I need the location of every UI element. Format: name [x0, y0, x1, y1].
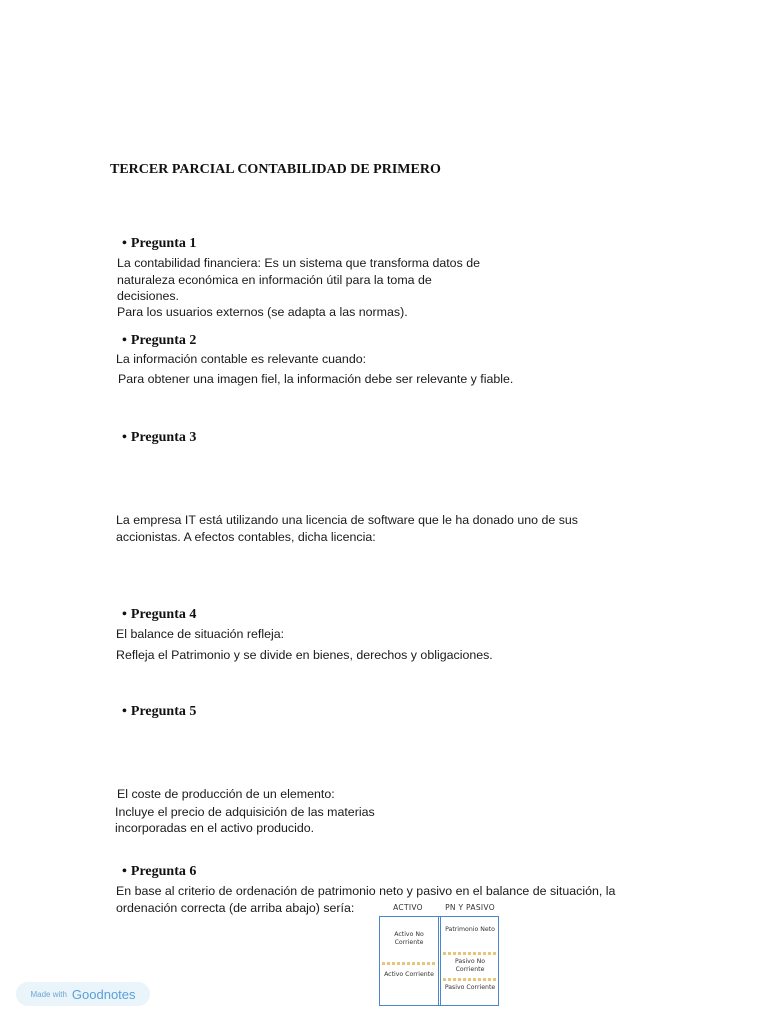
- question-6-text-line-1: En base al criterio de ordenación de patrimonio neto y pasivo en el balance de situación, la: [116, 884, 616, 898]
- watermark-brand: Goodnotes: [71, 986, 136, 1002]
- question-1-text-line-2: naturaleza económica en información útil para la toma de: [117, 273, 432, 287]
- cell-pasivo-no-corriente: Pasivo No Corriente: [454, 958, 485, 973]
- question-2-heading: [122, 333, 196, 349]
- watermark-prefix: Made with: [30, 989, 67, 999]
- pasivo-divider-line-1: [443, 952, 497, 955]
- cell-patrimonio-neto: Patrimonio Neto: [445, 926, 495, 933]
- balance-column-divider: [438, 916, 441, 1006]
- question-5-text-line-1: El coste de producción de un elemento:: [117, 787, 335, 801]
- bullet: •: [122, 607, 127, 622]
- question-5-label: Pregunta 5: [130, 704, 197, 719]
- question-1-label: Pregunta 1: [130, 236, 197, 251]
- cell-pasivo-corriente: Pasivo Corriente: [444, 984, 496, 991]
- bullet: •: [122, 430, 127, 445]
- cell-activo-no-corriente: Activo No Corriente: [394, 931, 424, 946]
- activo-divider-line: [382, 962, 436, 965]
- question-5-heading: [122, 704, 196, 720]
- question-2-text-line-2: Para obtener una imagen fiel, la información debe ser relevante y fiable.: [118, 372, 514, 386]
- question-4-text-line-1: El balance de situación refleja:: [116, 627, 285, 641]
- cell-activo-corriente: Activo Corriente: [384, 971, 434, 978]
- question-4-heading: [122, 607, 196, 623]
- question-1-text-line-4: Para los usuarios externos (se adapta a las normas).: [117, 305, 408, 319]
- question-4-text-line-2: Refleja el Patrimonio y se divide en bienes, derechos y obligaciones.: [116, 648, 493, 662]
- balance-header-pn-pasivo: PN Y PASIVO: [445, 903, 495, 912]
- question-6-label: Pregunta 6: [130, 864, 197, 879]
- bullet: •: [122, 333, 127, 348]
- question-6-heading: [122, 864, 196, 880]
- bullet: •: [122, 704, 127, 719]
- bullet: •: [122, 236, 127, 251]
- question-1-text-line-3: decisiones.: [117, 289, 179, 303]
- goodnotes-watermark: [16, 982, 150, 1006]
- question-1-heading: [122, 236, 196, 252]
- question-3-text-line-2: accionistas. A efectos contables, dicha licencia:: [116, 530, 376, 544]
- question-3-label: Pregunta 3: [130, 430, 197, 445]
- question-3-text-line-1: La empresa IT está utilizando una licencia de software que le ha donado uno de sus: [116, 513, 578, 527]
- question-6-text-line-2: ordenación correcta (de arriba abajo) sería:: [116, 901, 355, 915]
- document-title: TERCER PARCIAL CONTABILIDAD DE PRIMERO: [110, 162, 441, 177]
- question-5-text-line-3: incorporadas en el activo producido.: [115, 821, 315, 835]
- question-2-text-line-1: La información contable es relevante cuando:: [116, 352, 367, 366]
- question-2-label: Pregunta 2: [130, 333, 197, 348]
- balance-header-activo: ACTIVO: [393, 903, 423, 912]
- balance-grid: [379, 916, 499, 1006]
- question-4-label: Pregunta 4: [130, 607, 197, 622]
- question-5-text-line-2: Incluye el precio de adquisición de las materias: [115, 805, 375, 819]
- question-1-text-line-1: La contabilidad financiera: Es un sistema que transforma datos de: [117, 256, 480, 270]
- question-3-heading: [122, 430, 196, 446]
- balance-sheet-figure: [377, 901, 501, 1008]
- pasivo-divider-line-2: [443, 978, 497, 981]
- bullet: •: [122, 864, 127, 879]
